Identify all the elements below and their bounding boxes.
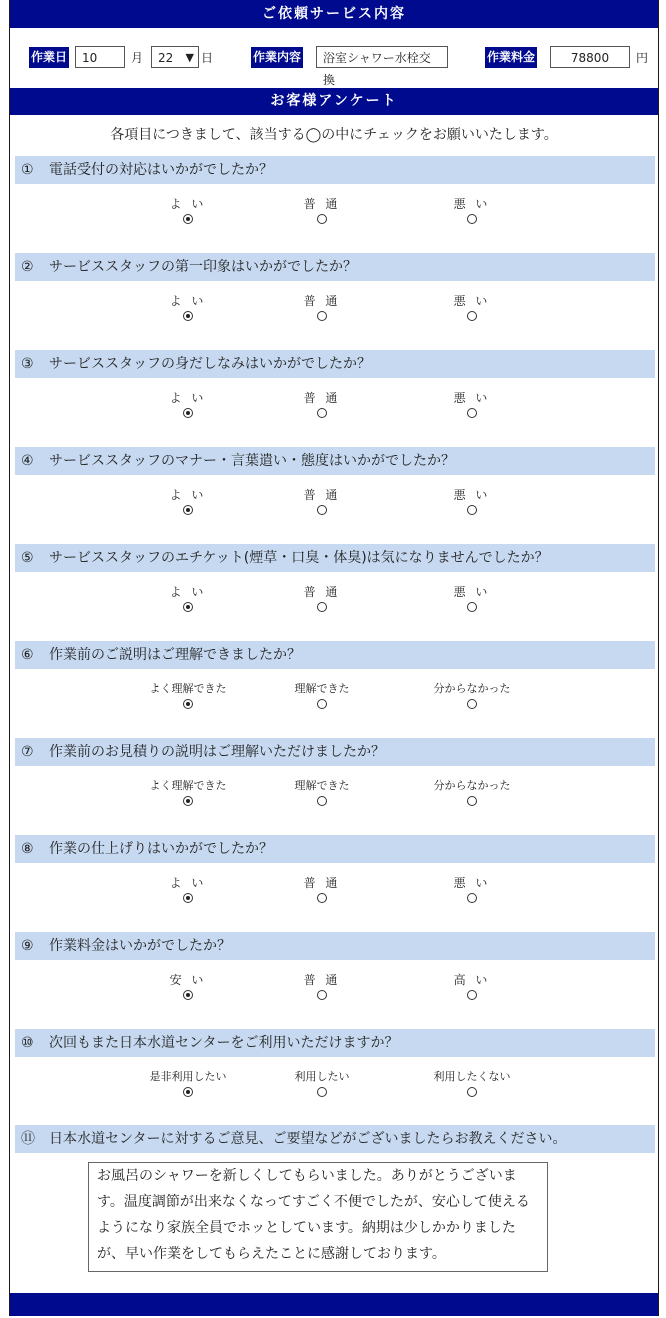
option-2[interactable] [262,1069,382,1097]
radio-button[interactable] [317,408,327,418]
radio-button[interactable] [467,214,477,224]
question-11 [15,1125,655,1153]
radio-button[interactable] [183,602,193,612]
option-label: 普 通 [303,197,341,211]
question-text: サービススタッフの第一印象はいかがでしたか？ [49,259,357,275]
option-label: よ い [169,876,207,890]
survey-form [9,0,659,1316]
radio-button[interactable] [467,990,477,1000]
service-section-header: ご依頼サービス内容 [10,0,658,28]
option-label: 悪 い [453,585,491,599]
option-3[interactable] [412,875,532,903]
radio-button[interactable] [467,505,477,515]
day-unit: 日 [201,51,214,65]
radio-button[interactable] [317,699,327,709]
day-select-value: 22 [158,51,174,65]
radio-button[interactable] [317,990,327,1000]
radio-button[interactable] [317,214,327,224]
question-number: ① [21,162,34,178]
radio-button[interactable] [467,408,477,418]
question-8 [15,835,655,863]
option-label: よ い [169,488,207,502]
option-1[interactable] [128,487,248,515]
option-label: 分からなかった [433,779,511,792]
option-label: 悪 い [453,197,491,211]
option-3[interactable] [412,681,532,709]
option-label: 普 通 [303,488,341,502]
option-3[interactable] [412,972,532,1000]
question-text: 電話受付の対応はいかがでしたか？ [49,162,273,178]
question-number: ⑩ [21,1035,34,1051]
option-1[interactable] [128,584,248,612]
option-label: 普 通 [303,876,341,890]
radio-button[interactable] [317,602,327,612]
radio-button[interactable] [317,505,327,515]
option-2[interactable] [262,972,382,1000]
service-info-row [10,46,658,87]
question-number: ⑤ [21,550,34,566]
work-content-label: 作業内容 [251,47,303,68]
question-number: ⑦ [21,744,34,760]
option-3[interactable] [412,487,532,515]
work-fee-field[interactable]: 78800 [550,46,630,68]
option-3[interactable] [412,584,532,612]
option-label: 普 通 [303,294,341,308]
option-label: 高 い [453,973,491,987]
option-label: 悪 い [453,391,491,405]
question-text: サービススタッフのエチケット(煙草・口臭・体臭)は気になりませんでしたか？ [49,550,549,566]
option-label: 悪 い [453,488,491,502]
radio-button[interactable] [183,408,193,418]
option-3[interactable] [412,293,532,321]
radio-button[interactable] [467,602,477,612]
footer-bar [10,1293,658,1316]
question-5 [15,544,655,572]
chevron-down-icon: ▼ [185,51,194,64]
work-fee-label: 作業料金 [485,47,537,68]
question-text: 作業料金はいかがでしたか？ [49,938,231,954]
question-9 [15,932,655,960]
question-text: 次回もまた日本水道センターをご利用いただけますか？ [49,1035,399,1051]
radio-button[interactable] [183,699,193,709]
option-2[interactable] [262,487,382,515]
radio-button[interactable] [183,1087,193,1097]
option-label: よ い [169,294,207,308]
question-text: 日本水道センターに対するご意見、ご要望などがございましたらお教えください。 [49,1131,567,1147]
radio-button[interactable] [467,1087,477,1097]
question-7 [15,738,655,766]
question-2 [15,253,655,281]
option-label: 利用したくない [433,1070,511,1083]
work-content-field[interactable]: 浴室シャワー水栓交換 [316,46,448,68]
option-2[interactable] [262,681,382,709]
option-2[interactable] [262,875,382,903]
option-label: 是非利用したい [149,1070,227,1083]
option-1[interactable] [128,390,248,418]
option-3[interactable] [412,778,532,806]
option-2[interactable] [262,584,382,612]
question-3 [15,350,655,378]
radio-button[interactable] [317,1087,327,1097]
option-label: 理解できた [294,682,350,695]
option-label: 利用したい [294,1070,350,1083]
question-number: ④ [21,453,34,469]
option-label: 普 通 [303,391,341,405]
survey-section-header: お客様アンケート [10,88,658,115]
option-label: よく理解できた [149,682,227,695]
radio-button[interactable] [183,311,193,321]
work-date-label: 作業日 [29,47,69,68]
option-3[interactable] [412,1069,532,1097]
question-1 [15,156,655,184]
option-label: 分からなかった [433,682,511,695]
radio-button[interactable] [467,796,477,806]
radio-button[interactable] [317,796,327,806]
question-10 [15,1029,655,1057]
radio-button[interactable] [467,699,477,709]
option-1[interactable] [128,972,248,1000]
radio-button[interactable] [317,893,327,903]
option-label: 悪 い [453,876,491,890]
month-unit: 月 [131,51,144,65]
question-number: ⑧ [21,841,34,857]
option-1[interactable] [128,875,248,903]
option-1[interactable] [128,196,248,224]
option-1[interactable] [128,778,248,806]
option-label: 理解できた [294,779,350,792]
radio-button[interactable] [183,796,193,806]
question-6 [15,641,655,669]
option-2[interactable] [262,196,382,224]
question-text: サービススタッフのマナー・言葉遣い・態度はいかがでしたか？ [49,453,455,469]
option-label: よ い [169,585,207,599]
day-select[interactable] [151,46,199,68]
option-2[interactable] [262,390,382,418]
month-input[interactable]: 10 [75,46,125,68]
radio-button[interactable] [183,214,193,224]
question-number: ⑪ [21,1131,35,1147]
question-4 [15,447,655,475]
option-label: 安 い [169,973,207,987]
option-label: よ い [169,197,207,211]
comment-textarea[interactable]: お風呂のシャワーを新しくしてもらいました。ありがとうございます。温度調節が出来なくなってすごく不便でしたが、安心して使えるようになり家族全員でホッとしています。納期は少しかかりましたが、早い作業をしてもらえたことに感謝しております。 [88,1162,548,1272]
option-label: 普 通 [303,585,341,599]
option-1[interactable] [128,1069,248,1097]
radio-button[interactable] [467,311,477,321]
question-text: 作業の仕上げりはいかがでしたか？ [49,841,273,857]
option-label: 悪 い [453,294,491,308]
radio-button[interactable] [183,893,193,903]
question-number: ⑨ [21,938,34,954]
option-3[interactable] [412,390,532,418]
option-label: よく理解できた [149,779,227,792]
question-text: サービススタッフの身だしなみはいかがでしたか？ [49,356,371,372]
question-number: ③ [21,356,34,372]
option-label: よ い [169,391,207,405]
option-3[interactable] [412,196,532,224]
survey-intro: 各項目につきまして、該当する◯の中にチェックをお願いいたします。 [110,127,558,143]
radio-button[interactable] [183,990,193,1000]
option-label: 普 通 [303,973,341,987]
option-2[interactable] [262,778,382,806]
option-1[interactable] [128,681,248,709]
fee-unit: 円 [636,51,649,65]
question-number: ⑥ [21,647,34,663]
radio-button[interactable] [467,893,477,903]
question-number: ② [21,259,34,275]
radio-button[interactable] [183,505,193,515]
radio-button[interactable] [317,311,327,321]
option-2[interactable] [262,293,382,321]
question-text: 作業前のお見積りの説明はご理解いただけましたか？ [49,744,385,760]
option-1[interactable] [128,293,248,321]
question-text: 作業前のご説明はご理解できましたか？ [49,647,301,663]
